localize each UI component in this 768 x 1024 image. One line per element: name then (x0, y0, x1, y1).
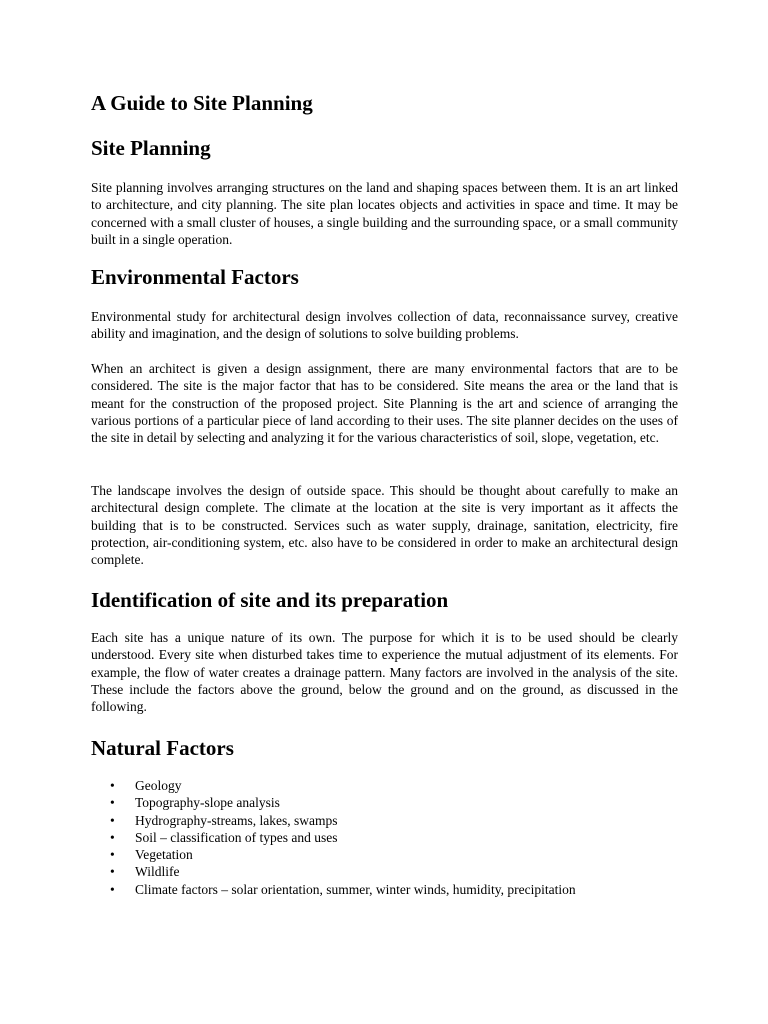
list-item: • Climate factors – solar orientation, summer, winter winds, humidity, precipitation (110, 881, 576, 897)
list-item: • Topography-slope analysis (110, 795, 280, 811)
bullet-icon: • (110, 829, 115, 845)
section-heading-natural-factors: Natural Factors (91, 736, 234, 760)
bullet-icon: • (110, 812, 115, 828)
section-heading-site-planning: Site Planning (91, 136, 211, 160)
bullet-icon: • (110, 795, 115, 811)
list-item: • Wildlife (110, 864, 180, 880)
bullet-icon: • (110, 864, 115, 880)
paragraph-environmental-2: When an architect is given a design assignment, there are many environmental factors that are to be considered. The site is the major factor that has to be considered. Site means the area or the land that is meant for the construction of the proposed project. Site Planning is the art and science of arranging the various portions of a particular piece of land according to their uses. The site planner decides on the uses of the site in detail by selecting and analyzing it for the various characteristics of soil, slope, vegetation, etc. (91, 361, 678, 446)
natural-factors-list (91, 777, 678, 898)
section-heading-identification-of-site: Identification of site and its preparation (91, 588, 449, 612)
bullet-icon: • (110, 778, 115, 793)
section-heading-environmental-factors: Environmental Factors (91, 265, 299, 289)
paragraph-environmental-3: The landscape involves the design of outside space. This should be thought about carefully to make an architectural design complete. The climate at the location at the site is very important as it affects the building that is to be constructed. Services such as water supply, drainage, sanitation, electricity, fire protection, air-conditioning system, etc. also have to be considered in order to make an architectural design complete. (91, 483, 678, 568)
list-item: • Soil – classification of types and uses (110, 829, 338, 845)
list-item: • Vegetation (110, 847, 193, 863)
paragraph-identification: Each site has a unique nature of its own. The purpose for which it is to be used should be clearly understood. Every site when disturbed takes time to experience the mutual adjustment of its elements. For example, the flow of water creates a drainage pattern. Many factors are involved in the analysis of the site. These include the factors above the ground, below the ground and on the ground, as discussed in the following. (91, 630, 678, 715)
paragraph-site-planning: Site planning involves arranging structures on the land and shaping spaces between them. It is an art linked to architecture, and city planning. The site plan locates objects and activities in space and time. It may be concerned with a small cluster of houses, a single building and the surrounding space, or a small community built in a single operation. (91, 180, 678, 247)
bullet-icon: • (110, 881, 115, 897)
paragraph-environmental-1: Environmental study for architectural design involves collection of data, reconnaissance survey, creative ability and imagination, and the design of solutions to solve building problems. (91, 309, 678, 342)
bullet-icon: • (110, 847, 115, 863)
list-item: • Geology (110, 778, 182, 793)
document-title: A Guide to Site Planning (91, 91, 313, 115)
list-item: • Hydrography-streams, lakes, swamps (110, 812, 338, 828)
